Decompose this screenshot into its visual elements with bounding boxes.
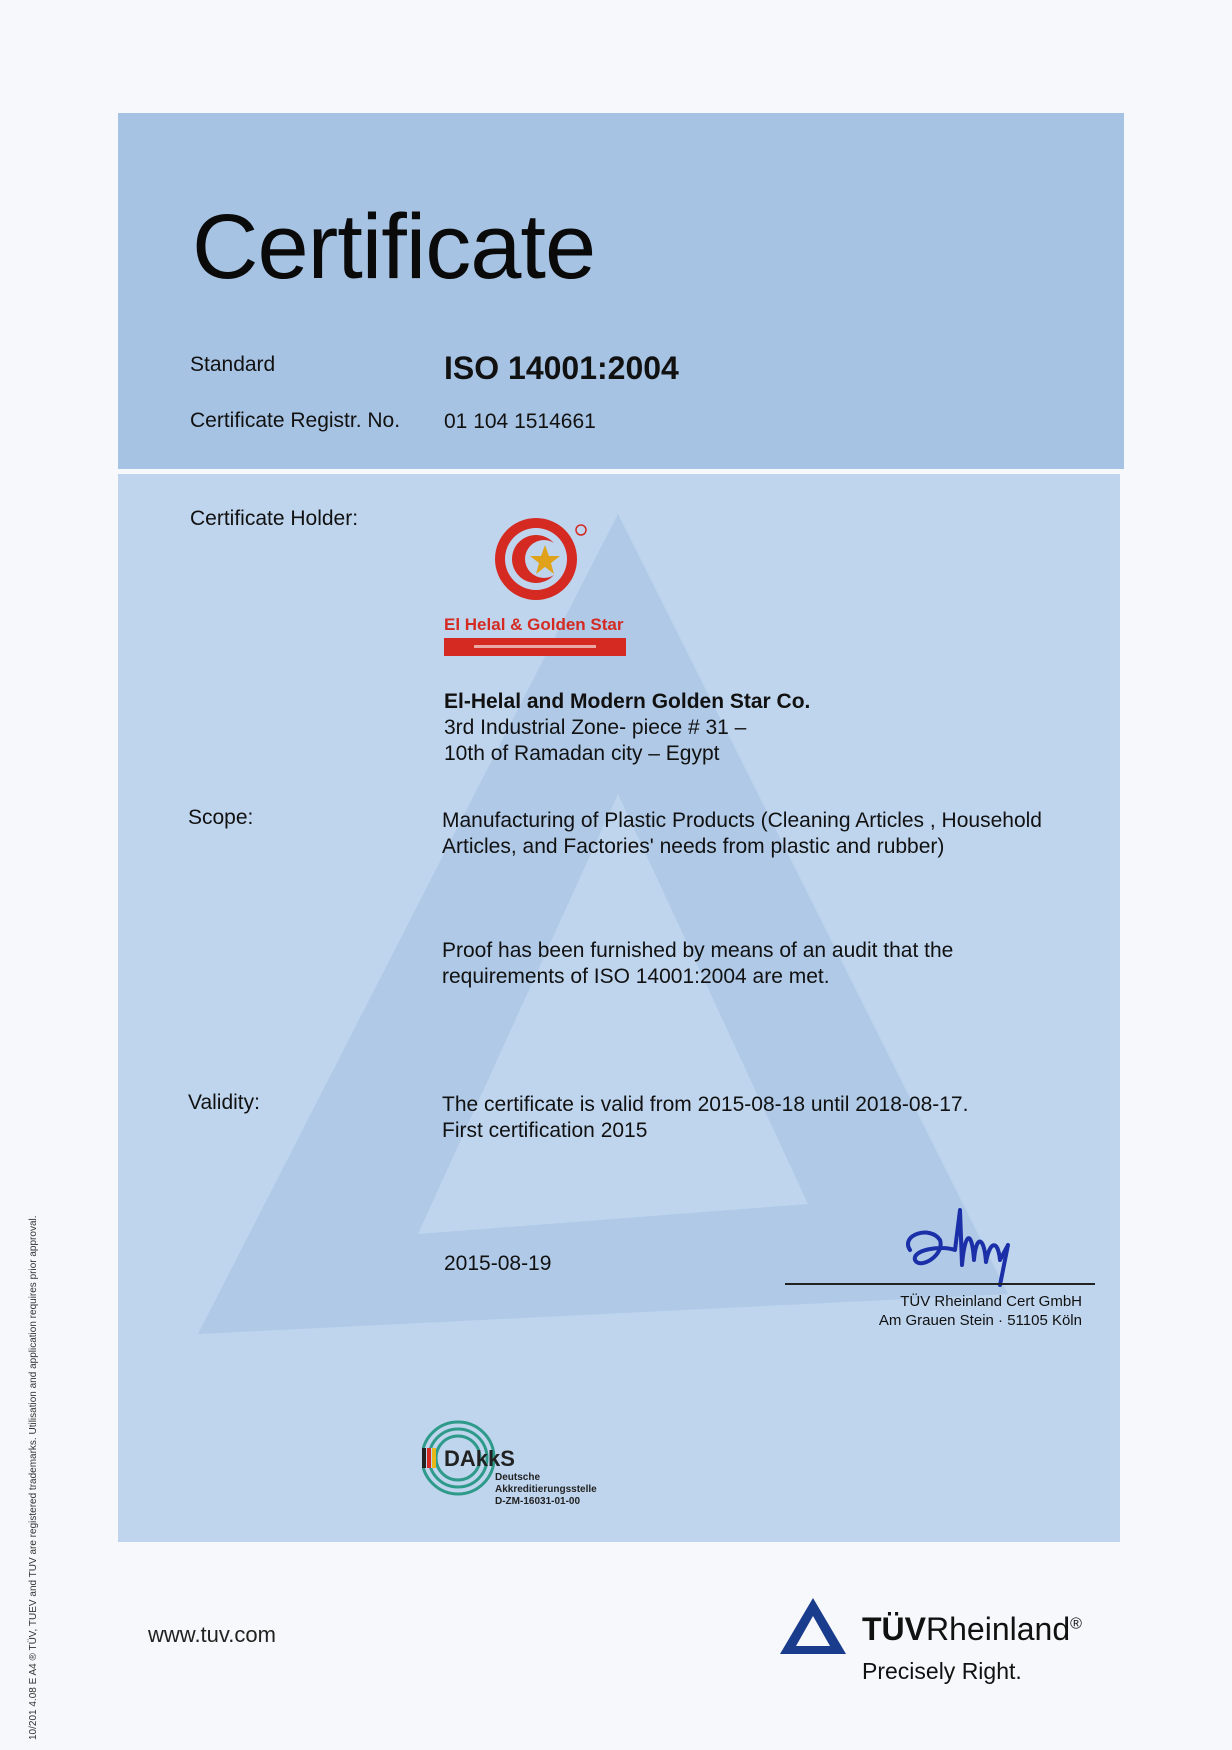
scope-label: Scope: bbox=[188, 806, 254, 829]
holder-name: El-Helal and Modern Golden Star Co. bbox=[444, 690, 811, 713]
standard-value: ISO 14001:2004 bbox=[444, 350, 679, 386]
signature-line bbox=[785, 1283, 1095, 1285]
validity-label: Validity: bbox=[188, 1091, 260, 1114]
holder-address bbox=[444, 689, 810, 767]
proof-line-2: requirements of ISO 14001:2004 are met. bbox=[442, 965, 830, 988]
validity-text bbox=[442, 1092, 968, 1144]
validity-line-2: First certification 2015 bbox=[442, 1119, 648, 1142]
tuv-brand: TÜVRheinland® bbox=[862, 1611, 1082, 1647]
address-line-1: 3rd Industrial Zone- piece # 31 – bbox=[444, 716, 747, 739]
dakks-line-2: Akkreditierungsstelle bbox=[495, 1484, 597, 1495]
validity-line-1: The certificate is valid from 2015-08-18 until 2018-08-17. bbox=[442, 1093, 969, 1116]
dakks-details bbox=[495, 1472, 597, 1508]
brand-rest: Rheinland bbox=[926, 1611, 1071, 1647]
scope-line-1: Manufacturing of Plastic Products (Cleaning Articles , Household bbox=[442, 809, 1042, 832]
scope-text bbox=[442, 808, 1042, 860]
website-link[interactable]: www.tuv.com bbox=[148, 1622, 276, 1647]
issuer-address: Am Grauen Stein · 51105 Köln bbox=[878, 1312, 1082, 1329]
issuer-block bbox=[879, 1292, 1082, 1330]
registration-label: Certificate Registr. No. bbox=[190, 409, 401, 432]
proof-statement bbox=[442, 938, 953, 990]
tuv-tagline: Precisely Right. bbox=[862, 1658, 1022, 1684]
side-legal-text: 10/201 4.08 E A4 ® TÜV, TUEV and TUV are registered trademarks. Utilisation and application requires prior approval. bbox=[28, 1215, 39, 1740]
address-line-2: 10th of Ramadan city – Egypt bbox=[444, 742, 720, 765]
dakks-name: DAkkS bbox=[444, 1446, 515, 1471]
logo-wordmark: El Helal & Golden Star bbox=[444, 615, 624, 634]
brand-bold: TÜV bbox=[862, 1611, 926, 1647]
dakks-line-3: D-ZM-16031-01-00 bbox=[495, 1496, 581, 1507]
dakks-line-1: Deutsche bbox=[495, 1472, 541, 1483]
issuer-name: TÜV Rheinland Cert GmbH bbox=[900, 1293, 1082, 1310]
issue-date: 2015-08-19 bbox=[444, 1252, 552, 1275]
scope-line-2: Articles, and Factories' needs from plastic and rubber) bbox=[442, 835, 945, 858]
standard-label: Standard bbox=[190, 353, 276, 376]
tuv-triangle-icon bbox=[778, 1596, 848, 1656]
registration-number: 01 104 1514661 bbox=[444, 410, 596, 433]
company-logo bbox=[440, 518, 630, 678]
certificate-title: Certificate bbox=[192, 196, 596, 298]
holder-label: Certificate Holder: bbox=[190, 507, 359, 530]
proof-line-1: Proof has been furnished by means of an audit that the bbox=[442, 939, 954, 962]
